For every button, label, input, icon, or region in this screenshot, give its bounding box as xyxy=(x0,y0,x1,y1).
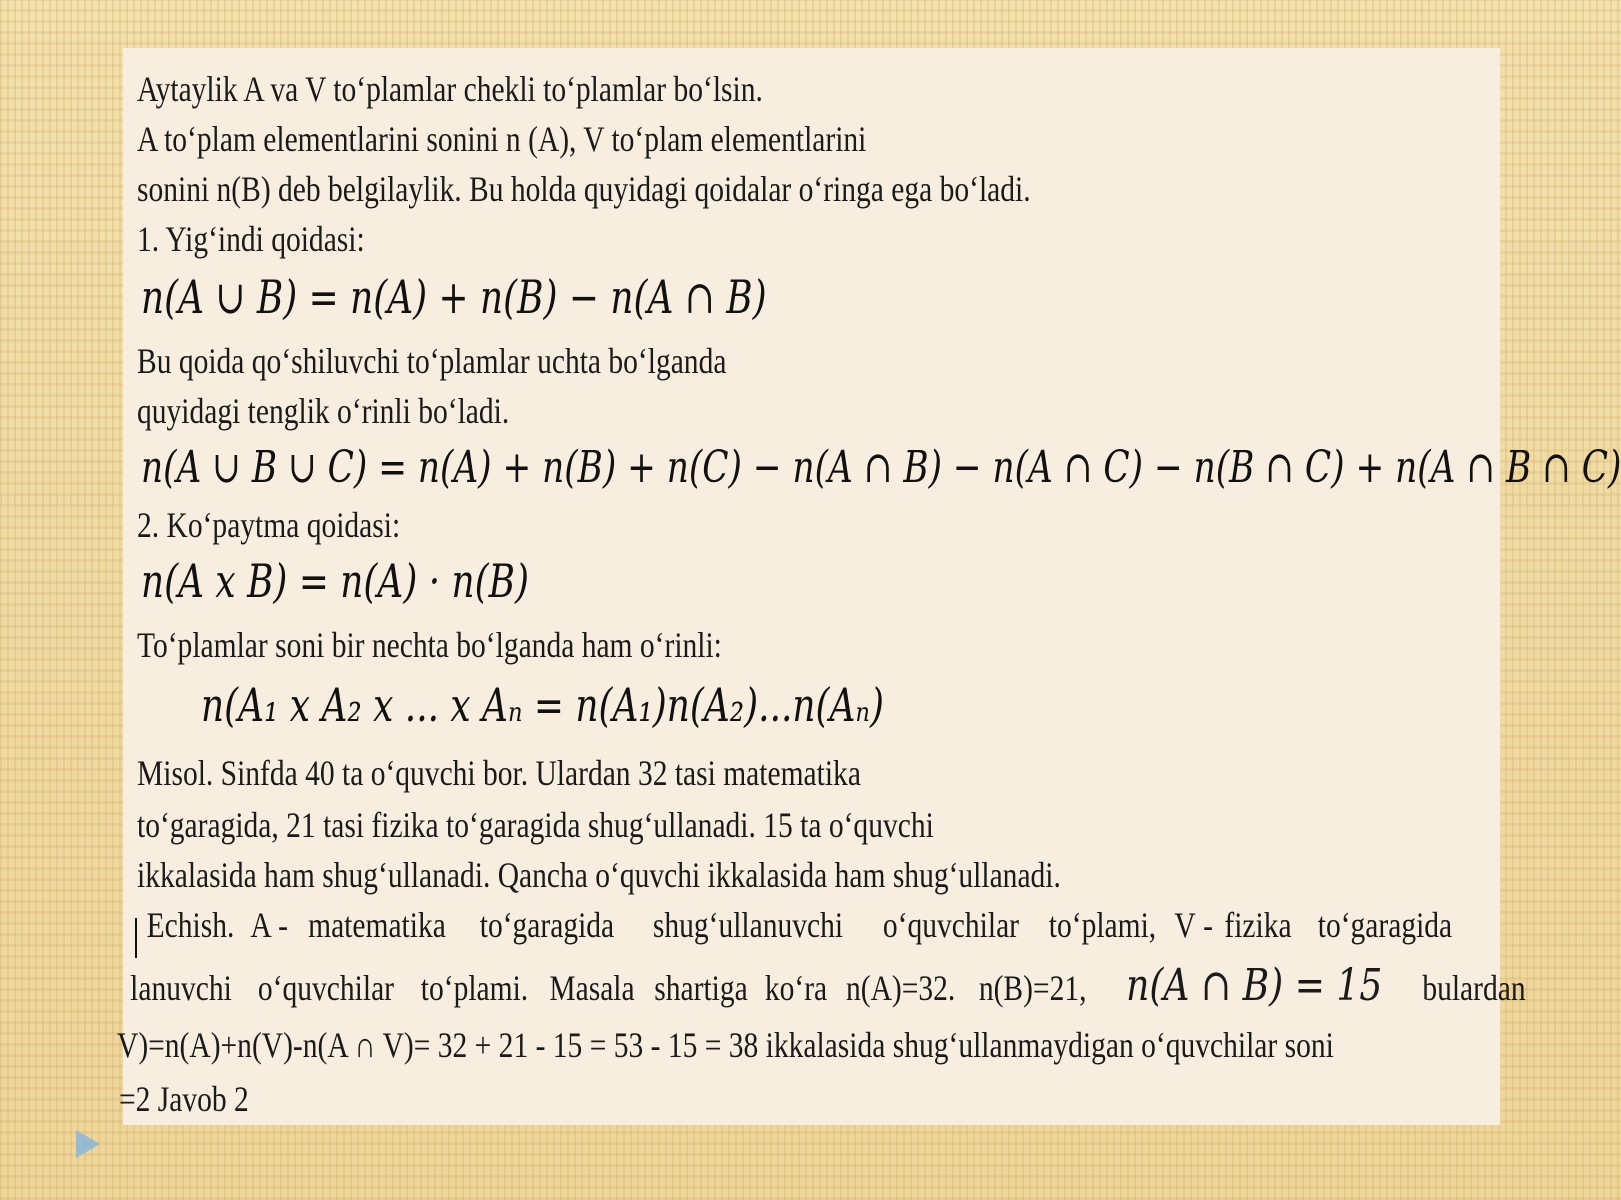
word: n(A)=32. xyxy=(845,968,956,1008)
play-icon[interactable] xyxy=(76,1130,100,1158)
word: lanuvchi xyxy=(130,968,232,1008)
word: o‘quvchilar xyxy=(257,968,394,1008)
word: matematika xyxy=(308,905,446,945)
word: ko‘ra xyxy=(764,968,827,1008)
inline-formula-intersection: n(A ∩ B) = 15 xyxy=(1126,960,1383,1011)
word: V xyxy=(1174,905,1196,945)
text-line: To‘plamlar soni bir nechta bo‘lganda ham o‘rinli: xyxy=(137,625,722,665)
word: to‘plami. xyxy=(420,968,529,1008)
word: to‘garagida xyxy=(1317,905,1453,945)
text-line: Bu qoida qo‘shiluvchi to‘plamlar uchta bo‘lganda xyxy=(137,341,727,381)
solution-line-2 xyxy=(119,960,1526,1011)
word: bulardan xyxy=(1422,968,1526,1008)
word: A xyxy=(249,905,272,945)
word: - xyxy=(278,905,289,945)
text-line: Misol. Sinfda 40 ta o‘quvchi bor. Ulardan 32 tasi matematika xyxy=(137,753,861,793)
formula-product-rule: n(A x B) = n(A) · n(B) xyxy=(141,554,530,608)
answer-line: =2 Javob 2 xyxy=(119,1079,249,1119)
formula-sum-rule: n(A ∪ B) = n(A) + n(B) − n(A ∩ B) xyxy=(141,270,767,324)
text-line: quyidagi tenglik o‘rinli bo‘ladi. xyxy=(137,391,510,431)
section-heading-sum-rule: 1. Yig‘indi qoidasi: xyxy=(137,219,365,259)
section-heading-product-rule: 2. Ko‘paytma qoidasi: xyxy=(137,505,401,545)
text-line: to‘garagida, 21 tasi fizika to‘garagida shug‘ullanadi. 15 ta o‘quvchi xyxy=(137,805,934,845)
text-line: Aytaylik A va V to‘plamlar chekli to‘plamlar bo‘lsin. xyxy=(137,69,763,109)
word: to‘garagida xyxy=(479,905,614,945)
word: fizika xyxy=(1224,905,1293,945)
text-line: ikkalasida ham shug‘ullanadi. Qancha o‘quvchi ikkalasida ham shug‘ullanadi. xyxy=(137,855,1061,895)
slide-content-panel xyxy=(117,48,1621,1125)
solution-line-3: V)=n(A)+n(V)-n(A ∩ V)= 32 + 21 - 15 = 53 - 15 = 38 ikkalasida shug‘ullanmaydigan o‘quvchilar soni xyxy=(117,1025,1334,1065)
word: shartiga xyxy=(654,968,748,1008)
word: - xyxy=(1202,905,1213,945)
text-line: A to‘plam elementlarini sonini n (A), V to‘plam elementlarini xyxy=(137,119,867,159)
word: n(B)=21, xyxy=(978,968,1087,1008)
text-line: sonini n(B) deb belgilaylik. Bu holda quyidagi qoidalar o‘ringa ega bo‘ladi. xyxy=(137,169,1031,209)
solution-line-1 xyxy=(137,906,1467,946)
word: to‘plami, xyxy=(1049,905,1157,945)
word: shug‘ullanuvchi xyxy=(653,905,844,945)
formula-product-general: n(A₁ x A₂ x ... x Aₙ = n(A₁)n(A₂)...n(Aₙ) xyxy=(201,678,884,732)
word: Masala xyxy=(549,968,635,1008)
word: o‘quvchilar xyxy=(882,905,1019,945)
formula-three-sets: n(A ∪ B ∪ C) = n(A) + n(B) + n(C) − n(A ∩ B) − n(A ∩ C) − n(B ∩ C) + n(A ∩ B ∩ C) xyxy=(141,442,1621,493)
word: Echish. xyxy=(146,905,235,945)
